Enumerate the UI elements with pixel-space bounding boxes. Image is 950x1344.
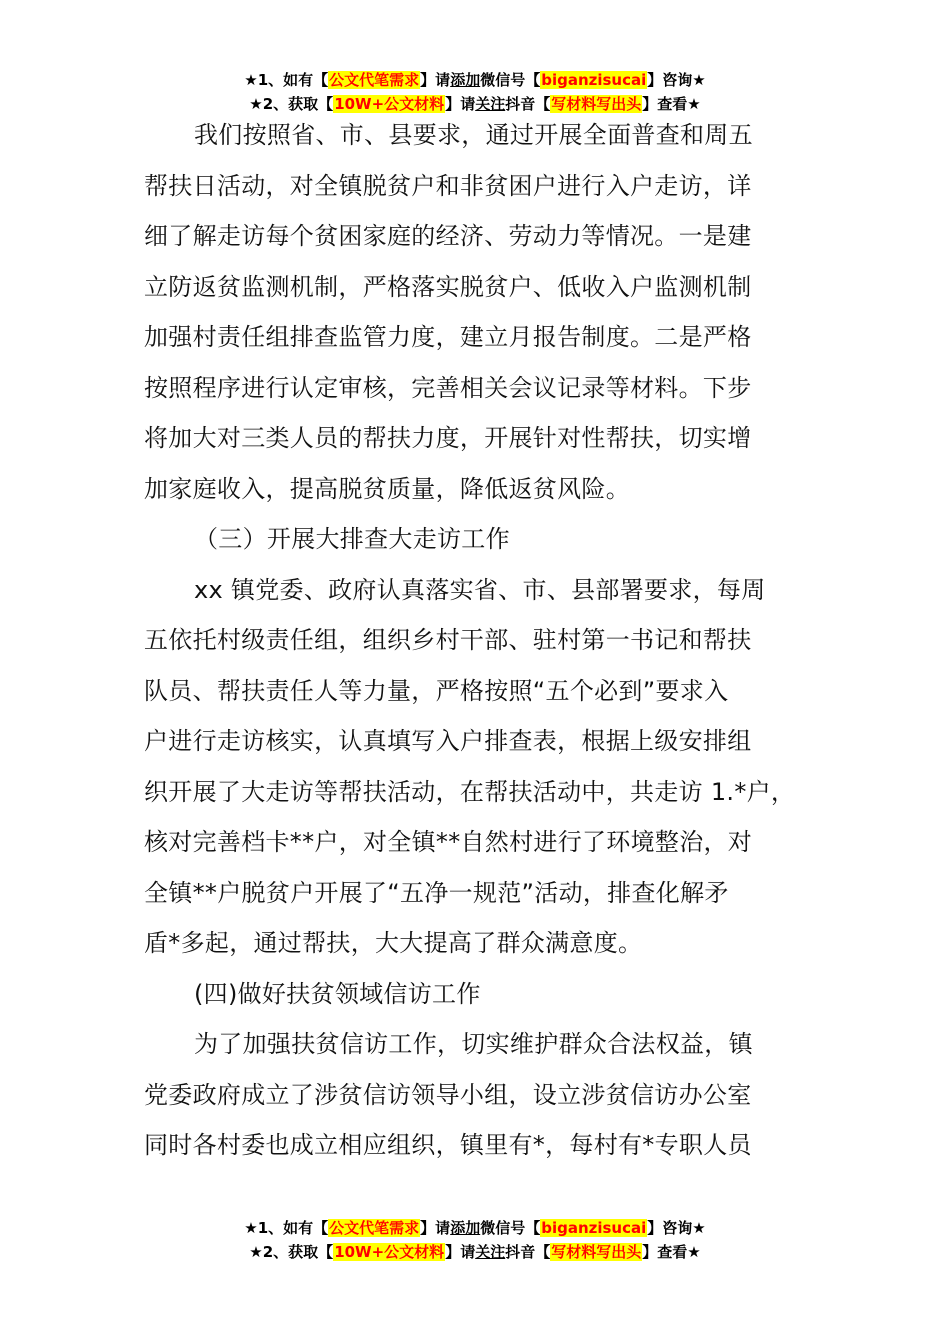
- paragraph-line: 户进行走访核实，认真填写入户排查表，根据上级安排组: [144, 727, 752, 755]
- highlight-douyin-account: 写材料写出头: [551, 95, 642, 113]
- footer-banner: [0, 1216, 950, 1264]
- paragraph-line: 盾*多起，通过帮扶，大大提高了群众满意度。: [144, 929, 643, 957]
- banner-line-1: ★1、如有【公文代笔需求】请添加微信号【biganzisucai】咨询★: [244, 1219, 706, 1237]
- paragraph-line: 帮扶日活动，对全镇脱贫户和非贫困户进行入户走访，详: [144, 171, 752, 200]
- paragraph-line: 细了解走访每个贫困家庭的经济、劳动力等情况。一是建: [144, 222, 752, 250]
- document-body: [144, 110, 819, 1171]
- paragraph-line: 织开展了大走访等帮扶活动，在帮扶活动中，共走访 1.*户，: [144, 777, 796, 806]
- highlight-materials: 10W+公文材料: [334, 1243, 445, 1261]
- header-banner: [0, 68, 950, 116]
- paragraph-line: xx 镇党委、政府认真落实省、市、县部署要求，每周: [194, 575, 766, 604]
- paragraph-line: 将加大对三类人员的帮扶力度，开展针对性帮扶，切实增: [144, 424, 752, 452]
- paragraph-line: 核对完善档卡**户，对全镇**自然村进行了环境整治，对: [144, 828, 753, 856]
- paragraph-line: 五依托村级责任组，组织乡村干部、驻村第一书记和帮扶: [144, 626, 752, 654]
- paragraph-line: 为了加强扶贫信访工作，切实维护群众合法权益，镇: [194, 1030, 753, 1058]
- section-heading-3: （三）开展大排查大走访工作: [194, 525, 510, 553]
- banner-line-2: ★2、获取【10W+公文材料】请关注抖音【写材料写出头】查看★: [249, 95, 701, 113]
- paragraph-line: 按照程序进行认定审核，完善相关会议记录等材料。下步: [144, 373, 752, 402]
- paragraph-line: 加强村责任组排查监管力度，建立月报告制度。二是严格: [144, 323, 752, 351]
- paragraph-line: 加家庭收入，提高脱贫质量，降低返贫风险。: [144, 474, 630, 503]
- paragraph-line: 队员、帮扶责任人等力量，严格按照“五个必到”要求入: [144, 676, 729, 705]
- highlight-service: 公文代笔需求: [329, 71, 420, 89]
- banner-line-1: ★1、如有【公文代笔需求】请添加微信号【biganzisucai】咨询★: [244, 71, 706, 89]
- section-heading-4: (四)做好扶贫领域信访工作: [194, 979, 481, 1008]
- banner-line-2: ★2、获取【10W+公文材料】请关注抖音【写材料写出头】查看★: [249, 1243, 701, 1261]
- paragraph-line: 党委政府成立了涉贫信访领导小组，设立涉贫信访办公室: [144, 1080, 752, 1109]
- highlight-wechat-id: biganzisucai: [541, 1219, 647, 1237]
- paragraph-line: 我们按照省、市、县要求，通过开展全面普查和周五: [194, 121, 753, 149]
- highlight-service: 公文代笔需求: [329, 1219, 420, 1237]
- highlight-wechat-id: biganzisucai: [541, 71, 647, 89]
- paragraph-line: 全镇**户脱贫户开展了“五净一规范”活动，排查化解矛: [144, 878, 729, 907]
- highlight-materials: 10W+公文材料: [334, 95, 445, 113]
- highlight-douyin-account: 写材料写出头: [551, 1243, 642, 1261]
- paragraph-line: 立防返贫监测机制，严格落实脱贫户、低收入户监测机制: [144, 272, 752, 301]
- paragraph-line: 同时各村委也成立相应组织，镇里有*，每村有*专职人员: [144, 1131, 752, 1159]
